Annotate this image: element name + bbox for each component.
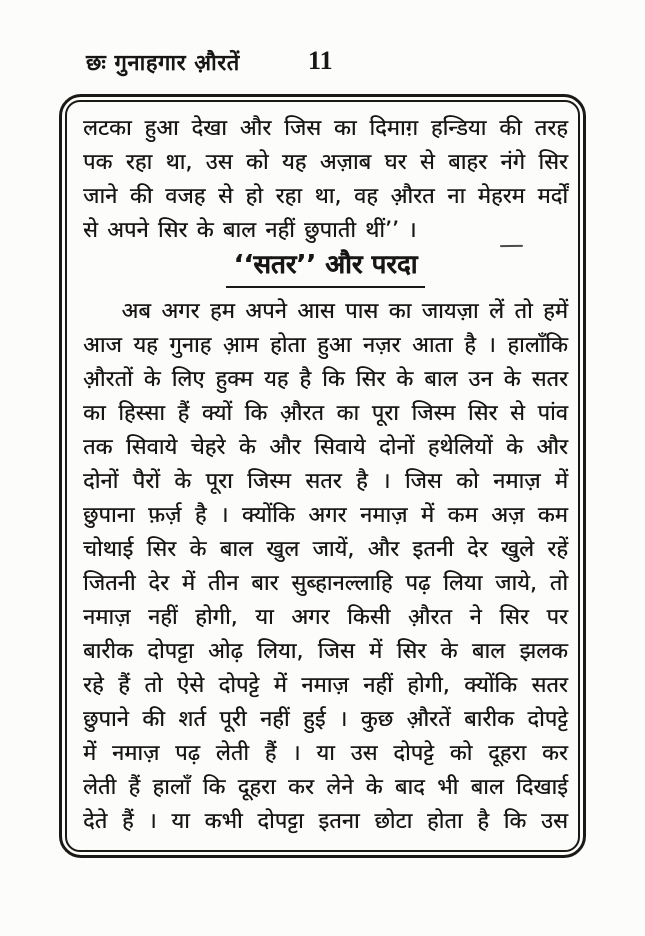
scan-artifact-dash (500, 245, 523, 247)
text-line: जाने की वजह से हो रहा था, वह औ़रत ना मेहरम मर्दों (83, 184, 568, 209)
text-line: लेती हैं हालाँ कि दूहरा कर लेने के बाद भी बाल दिखाई (83, 775, 568, 800)
text-line: बारीक दोपट्टा ओढ़ लिया, जिस में सिर के बाल झलक (83, 639, 568, 664)
text-line: औ़रतों के लिए हुक्म यह है कि सिर के बाल उन के सतर (83, 367, 568, 392)
page-content (67, 102, 578, 839)
text-line: तक सिवाये चेहरे के और सिवाये दोनों हथेलियों के और (83, 435, 568, 460)
text-line: देते हैं । या कभी दोपट्टा इतना छोटा होता है कि उस (83, 809, 568, 834)
page-number: 11 (308, 46, 333, 75)
text-line: आज यह गुनाह आ़म होता हुआ नज़र आता है । हालाँकि (83, 333, 568, 358)
text-line: चोथाई सिर के बाल खुल जायें, और इतनी देर खुले रहें (83, 537, 568, 562)
paragraph-satar-parda (83, 295, 568, 839)
text-line: अब अगर हम अपने आस पास का जायज़ा लें तो हमें (121, 299, 568, 324)
text-line: छुपाना फ़र्ज़ है । क्योंकि अगर नमाज़ में कम अज़ कम (83, 503, 568, 528)
text-line: दोनों पैरों के पूरा जिस्म सतर है । जिस को नमाज़ में (83, 469, 568, 494)
paragraph-continuation (83, 112, 568, 248)
decorative-frame-inner (65, 100, 580, 852)
text-line: रहे हैं तो ऐसे दोपट्टे में नमाज़ नहीं होगी, क्योंकि सतर (83, 673, 568, 698)
text-line: का हिस्सा हैं क्यों कि औ़रत का पूरा जिस्म सिर से पांव (83, 401, 568, 426)
text-line: नमाज़ नहीं होगी, या अगर किसी औ़रत ने सिर पर (83, 605, 568, 630)
running-head-title: छः गुनाहगार औ़रतें (86, 51, 240, 76)
section-heading: ‘‘सतर’’ और परदा (226, 249, 426, 288)
text-line: लटका हुआ देखा और जिस का दिमाग़ हन्डिया की तरह (83, 116, 568, 141)
text-line: जितनी देर में तीन बार सुब्हानल्लाहि पढ़ लिया जाये, तो (83, 571, 568, 596)
decorative-frame (59, 94, 586, 858)
text-line: पक रहा था, उस को यह अज़ाब घर से बाहर नंगे सिर (83, 150, 568, 175)
text-line: में नमाज़ पढ़ लेती हैं । या उस दोपट्टे को दूहरा कर (83, 741, 568, 766)
text-line: से अपने सिर के बाल नहीं छुपाती थीं’’ । (83, 218, 417, 243)
section-heading-row (83, 249, 568, 293)
text-line: छुपाने की शर्त पूरी नहीं हुई । कुछ औ़रतें बारीक दोपट्टे (83, 707, 568, 732)
